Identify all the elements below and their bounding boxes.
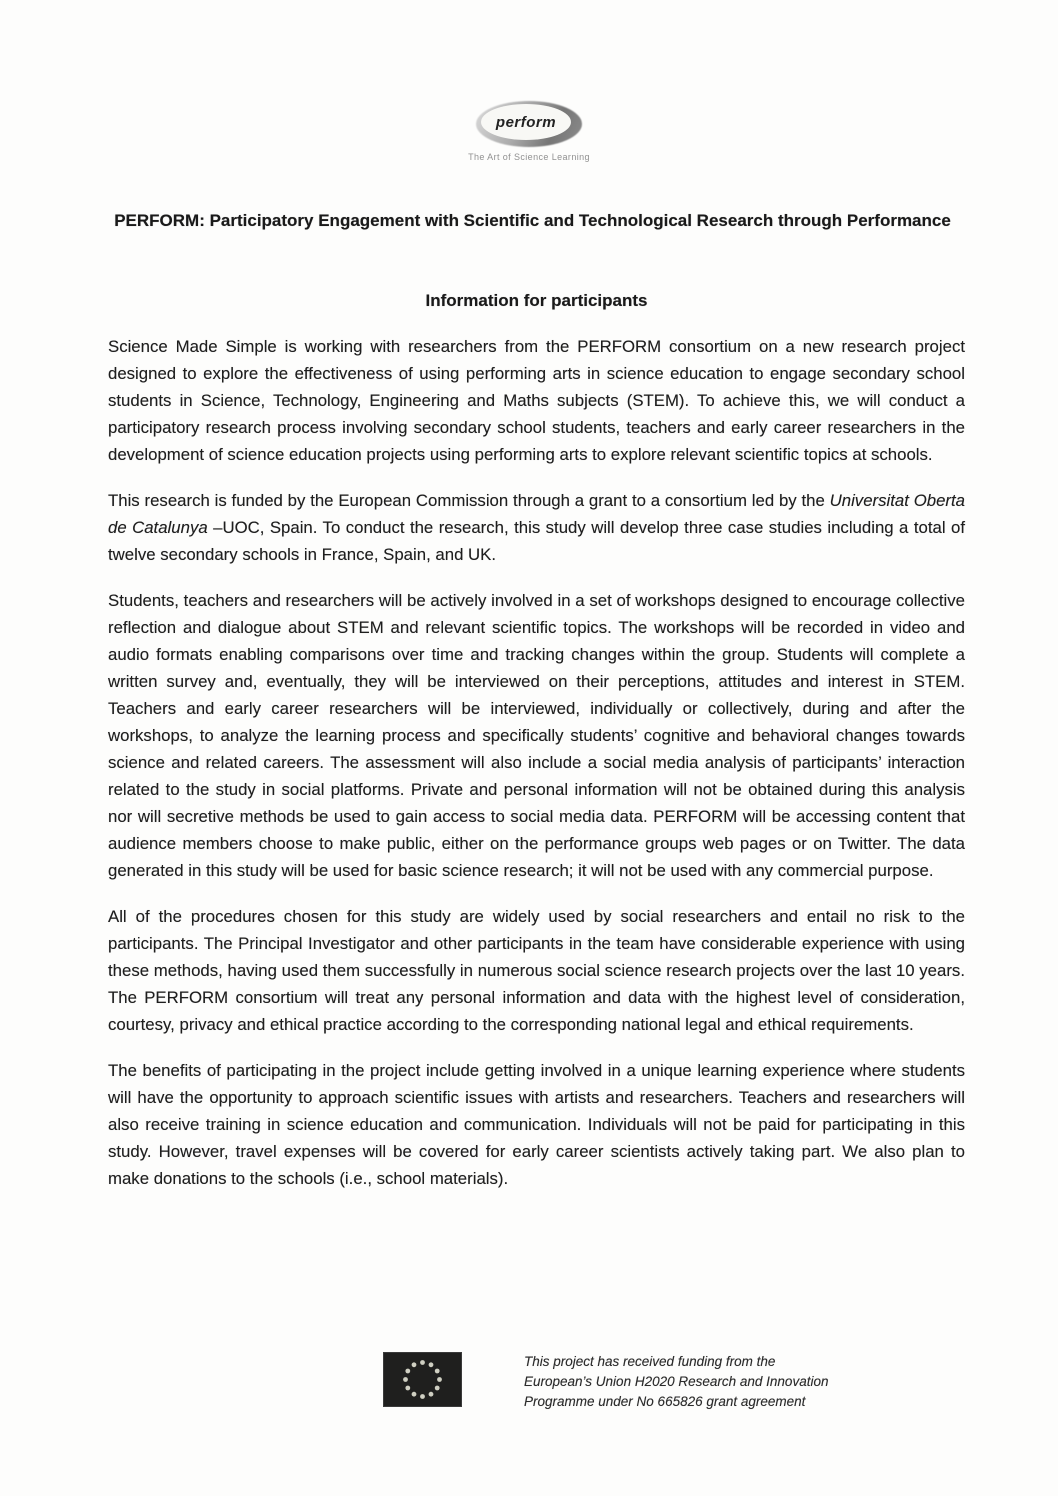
funding-line-1: This project has received funding from the <box>524 1354 776 1369</box>
eu-flag-icon <box>383 1352 462 1407</box>
paragraph-funding-pre: This research is funded by the European Commission through a grant to a consortium led by the <box>108 491 830 510</box>
funding-statement <box>524 1352 828 1412</box>
document-body <box>108 333 965 1211</box>
document-title: PERFORM: Participatory Engagement with Scientific and Technological Research through Performance <box>114 211 951 230</box>
paragraph-procedures: All of the procedures chosen for this study are widely used by social researchers and entail no risk to the participants. The Principal Investigator and other participants in the team have considerable experience with using these methods, having used them successfully in numerous social science research projects over the last 10 years. The PERFORM consortium will treat any personal information and data with the highest level of consideration, courtesy, privacy and ethical practice according to the corresponding national legal and ethical requirements. <box>108 907 965 1034</box>
paragraph-intro: Science Made Simple is working with researchers from the PERFORM consortium on a new research project designed to explore the effectiveness of using performing arts in science education to engage secondary school students in Science, Technology, Engineering and Maths subjects (STEM). To achieve this, we will conduct a participatory research process involving secondary school students, teachers and early career researchers in the development of science education projects using performing arts to explore relevant scientific topics at schools. <box>108 337 965 464</box>
funding-line-2: European’s Union H2020 Research and Innovation <box>524 1374 829 1389</box>
logo-tagline: The Art of Science Learning <box>468 152 590 162</box>
funding-line-3: Programme under No 665826 grant agreement <box>524 1394 806 1409</box>
perform-logo <box>0 101 1058 162</box>
footer <box>0 1352 1058 1432</box>
paragraph-funding-institution: Universitat Oberta de Catalunya <box>108 491 966 537</box>
document-subtitle: Information for participants <box>425 291 648 310</box>
perform-logo-oval <box>476 101 582 147</box>
logo-wordmark: perform <box>495 113 557 131</box>
paragraph-funding <box>108 487 965 568</box>
paragraph-workshops: Students, teachers and researchers will be actively involved in a set of workshops designed to encourage collective reflection and dialogue about STEM and relevant scientific topics. The workshops will be recorded in video and audio formats enabling comparisons over time and tracking changes within the group. Students will complete a written survey and, eventually, they will be interviewed on their perceptions, attitudes and interest in STEM. Teachers and early career researchers will be interviewed, individually or collectively, during and after the workshops, to analyze the learning process and specifically students’ cognitive and behavioral changes towards science and related careers. The assessment will also include a social media analysis of participants’ interaction related to the study in social platforms. Private and personal information will not be obtained during this analysis nor will secretive methods be used to gain access to social media data. PERFORM will be accessing content that audience members choose to make public, either on the performance groups web pages or on Twitter. The data generated in this study will be used for basic science research; it will not be used with any commercial purpose. <box>108 591 965 880</box>
paragraph-benefits: The benefits of participating in the project include getting involved in a unique learning experience where students will have the opportunity to approach scientific issues with artists and researchers. Teachers and researchers will also receive training in science education and communication. Individuals will not be paid for participating in this study. However, travel expenses will be covered for early career scientists actively taking part. We also plan to make donations to the schools (i.e., school materials). <box>108 1061 965 1188</box>
paragraph-funding-post: –UOC, Spain. To conduct the research, this study will develop three case studies including a total of twelve secondary schools in France, Spain, and UK. <box>108 518 965 564</box>
logo-inner-oval <box>481 104 571 140</box>
